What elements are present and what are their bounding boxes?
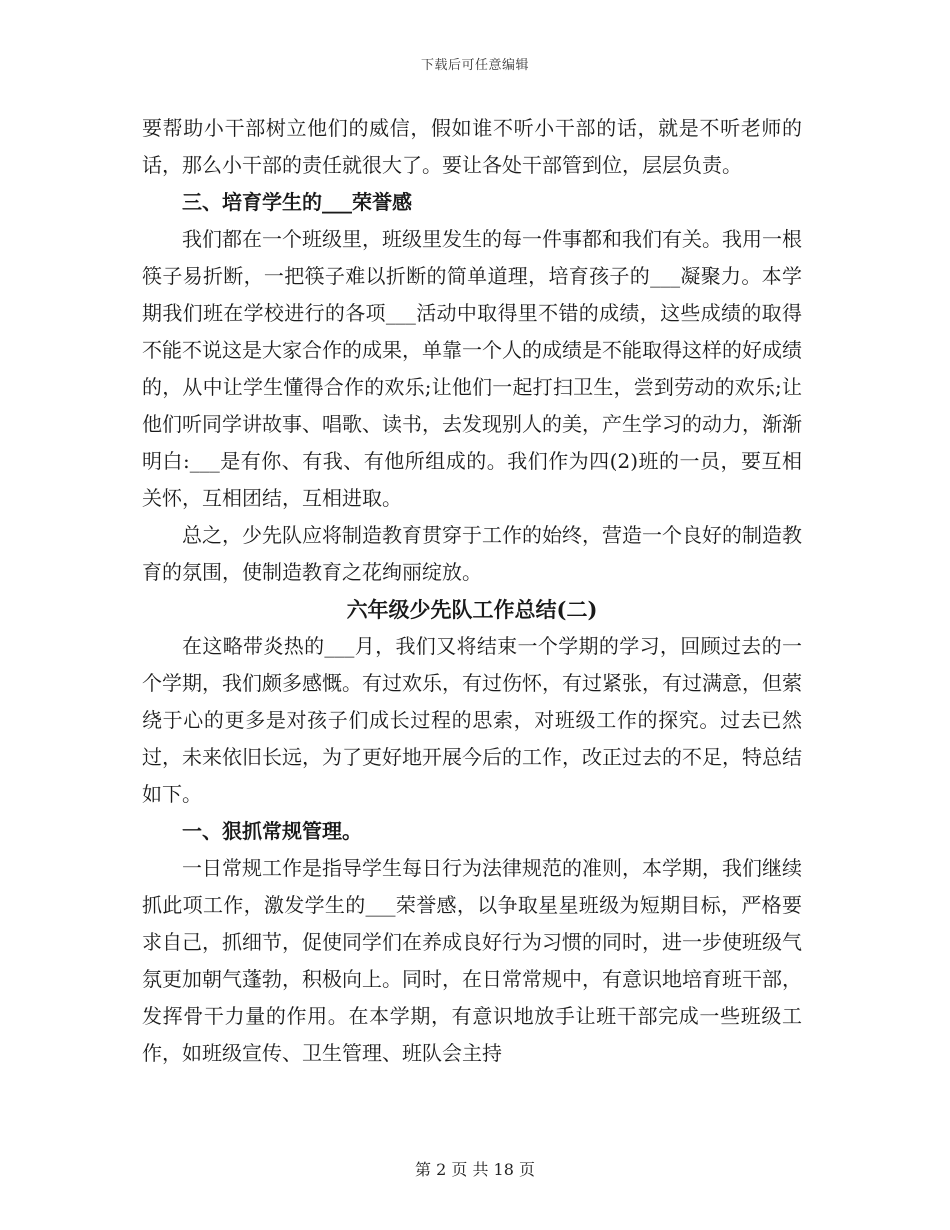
page-header: 下载后可任意编辑 [420, 58, 529, 73]
paragraph-class-cohesion: 我们都在一个班级里，班级里发生的每一件事都和我们有关。我用一根筷子易折断，一把筷子难以折断的简单道理，培育孩子的___凝聚力。本学期我们班在学校进行的各项___活动中取得里不错的成绩，这些成绩的取得不能不说这是大家合作的成果，单靠一个人的成绩是不能取得这样的好成绩的，从中让学生懂得合作的欢乐;让他们一起打扫卫生，尝到劳动的欢乐;让他们听同学讲故事、唱歌、读书，去发现别人的美，产生学习的动力，渐渐明白:___是有你、有我、有他所组成的。我们作为四(2)班的一员，要互相关怀，互相团结，互相进取。 [142, 227, 802, 510]
paragraph-conclusion: 总之，少先队应将制造教育贯穿于工作的始终，营造一个良好的制造教育的氛围，使制造教育之花绚丽绽放。 [142, 523, 802, 584]
section-heading-honor: 三、培育学生的___荣誉感 [182, 190, 412, 214]
paragraph-cadre-authority: 要帮助小干部树立他们的威信，假如谁不听小干部的话，就是不听老师的话，那么小干部的责任就很大了。要让各处干部管到位，层层负责。 [142, 116, 802, 177]
document-title-part-two: 六年级少先队工作总结(二) [346, 597, 598, 622]
paragraph-semester-review: 在这略带炎热的___月，我们又将结束一个学期的学习，回顾过去的一个学期，我们颇多感慨。有过欢乐，有过伤怀，有过紧张，有过满意，但萦绕于心的更多是对孩子们成长过程的思索，对班级工作的探究。过去已然过，未来依旧长远，为了更好地开展今后的工作，改正过去的不足，特总结如下。 [142, 634, 802, 806]
page-number-footer: 第 2 页 共 18 页 [415, 1160, 535, 1179]
document-body [142, 110, 802, 1072]
section-heading-routine-management: 一、狠抓常规管理。 [182, 819, 362, 843]
paragraph-daily-routine: 一日常规工作是指导学生每日行为法律规范的准则，本学期，我们继续抓此项工作，激发学生的___荣誉感，以争取星星班级为短期目标，严格要求自己，抓细节，促使同学们在养成良好行为习惯的同时，进一步使班级气氛更加朝气蓬勃，积极向上。同时，在日常常规中，有意识地培育班干部，发挥骨干力量的作用。在本学期，有意识地放手让班干部完成一些班级工作，如班级宣传、卫生管理、班队会主持 [142, 856, 802, 1065]
